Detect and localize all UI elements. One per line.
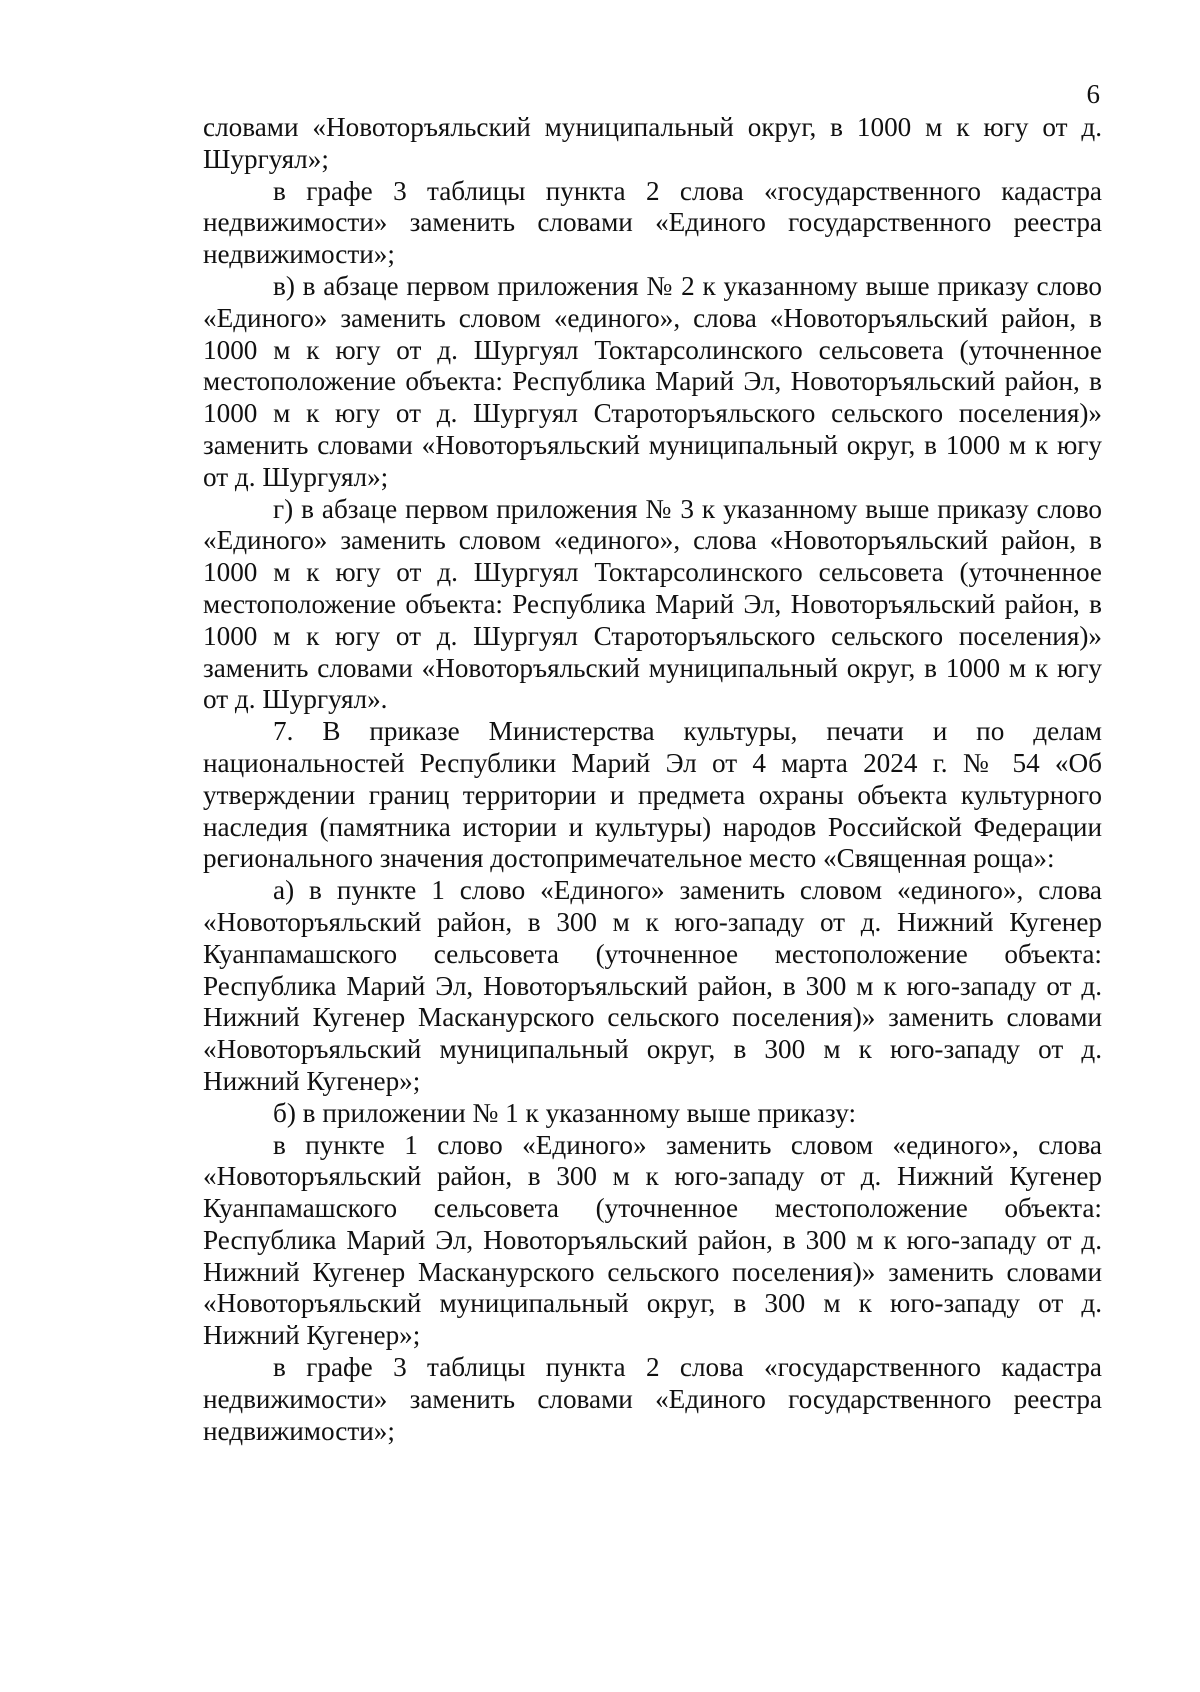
document-body (203, 112, 1102, 1447)
paragraph-5: 7. В приказе Министерства культуры, печати и по делам национальностей Республики Марий Эл от 4 марта 2024 г. № 54 «Об утверждении границ территории и предмета охраны объекта культурного наследия (памятника истории и культуры) народов Российской Федерации регионального значения достопримечательное место «Священная роща»: (203, 716, 1102, 874)
paragraph-9: в графе 3 таблицы пункта 2 слова «государственного кадастра недвижимости» заменить словами «Единого государственного реестра недвижимости»; (203, 1352, 1102, 1446)
paragraph-7: б) в приложении № 1 к указанному выше приказу: (273, 1097, 857, 1128)
page-number: 6 (1086, 79, 1100, 109)
paragraph-2: в графе 3 таблицы пункта 2 слова «государственного кадастра недвижимости» заменить словами «Единого государственного реестра недвижимости»; (203, 175, 1102, 270)
paragraph-1: словами «Новоторъяльский муниципальный округ, в 1000 м к югу от д. Шургуял»; (203, 112, 1102, 174)
paragraph-6: а) в пункте 1 слово «Единого» заменить словом «единого», слова «Новоторъяльский район, в 300 м к юго-западу от д. Нижний Кугенер Куанпамашского сельсовета (уточненное местоположение объекта: Республика Марий Эл, Новоторъяльский район, в 300 м к юго-западу от д. Нижний Кугенер Масканурского сельского поселения)» заменить словами «Новоторъяльский муниципальный округ, в 300 м к юго-западу от д. Нижний Кугенер»; (203, 875, 1102, 1096)
paragraph-8: в пункте 1 слово «Единого» заменить словом «единого», слова «Новоторъяльский район, в 300 м к юго-западу от д. Нижний Кугенер Куанпамашского сельсовета (уточненное местоположение объекта: Республика Марий Эл, Новоторъяльский район, в 300 м к юго-западу от д. Нижний Кугенер Масканурского сельского поселения)» заменить словами «Новоторъяльский муниципальный округ, в 300 м к юго-западу от д. Нижний Кугенер»; (203, 1129, 1102, 1351)
paragraph-3: в) в абзаце первом приложения № 2 к указанному выше приказу слово «Единого» заменить словом «единого», слова «Новоторъяльский район, в 1000 м к югу от д. Шургуял Токтарсолинского сельсовета (уточненное местоположение объекта: Республика Марий Эл, Новоторъяльский район, в 1000 м к югу от д. Шургуял Староторъяльского сельского поселения)» заменить словами «Новоторъяльский муниципальный округ, в 1000 м к югу от д. Шургуял»; (203, 270, 1102, 492)
paragraph-4: г) в абзаце первом приложения № 3 к указанному выше приказу слово «Единого» заменить словом «единого», слова «Новоторъяльский район, в 1000 м к югу от д. Шургуял Токтарсолинского сельсовета (уточненное местоположение объекта: Республика Марий Эл, Новоторъяльский район, в 1000 м к югу от д. Шургуял Староторъяльского сельского поселения)» заменить словами «Новоторъяльский муниципальный округ, в 1000 м к югу от д. Шургуял». (203, 493, 1102, 715)
